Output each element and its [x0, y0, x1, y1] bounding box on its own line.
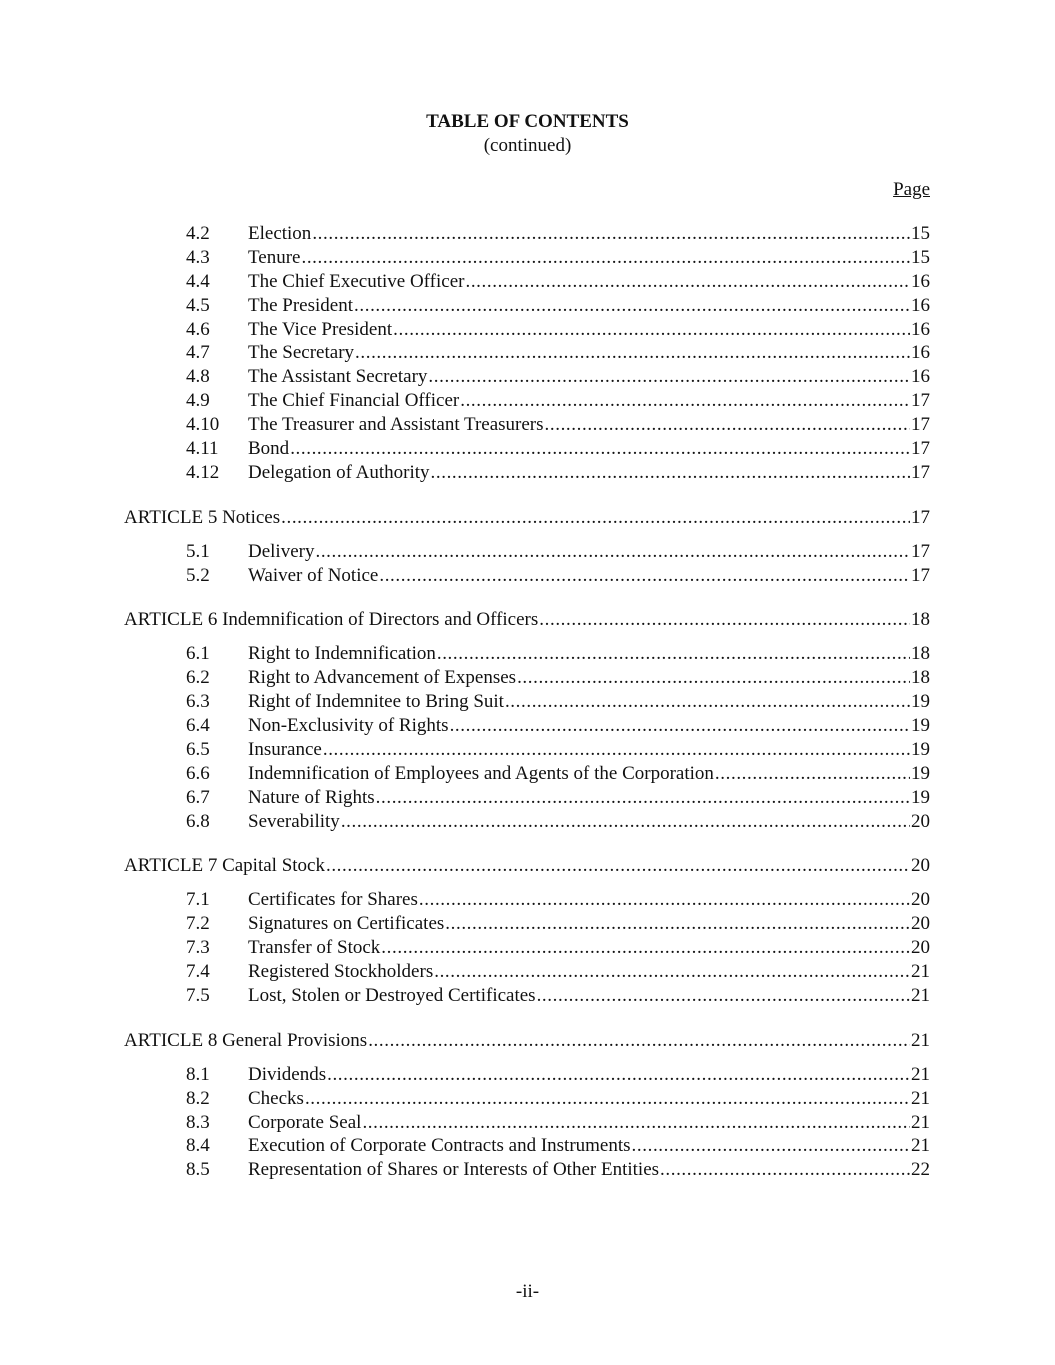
section-number: 6.3: [186, 691, 210, 713]
dot-leader: [465, 270, 910, 294]
section-number: 4.7: [186, 342, 210, 364]
section-number: 4.3: [186, 246, 210, 268]
toc-section-entry[interactable]: [124, 222, 930, 246]
toc-section-entry[interactable]: [124, 294, 930, 318]
toc-section-entry[interactable]: [124, 690, 930, 714]
entry-page-number: 17: [911, 390, 930, 412]
entry-label: The Vice President: [248, 318, 393, 340]
dot-leader: [305, 1087, 910, 1111]
entry-page-number: 18: [911, 667, 930, 689]
entry-page-number: 16: [911, 342, 930, 364]
entry-label: Lost, Stolen or Destroyed Certificates: [248, 984, 536, 1006]
dot-leader: [434, 960, 910, 984]
entry-page-number: 15: [911, 223, 930, 244]
dot-leader: [281, 506, 910, 530]
entry-page-number: 17: [911, 540, 930, 562]
entry-page-number: 19: [911, 786, 930, 808]
dot-leader: [368, 1029, 910, 1053]
dot-leader: [312, 222, 910, 246]
dot-leader: [381, 936, 910, 960]
dot-leader: [445, 912, 910, 936]
section-number: 7.5: [186, 984, 210, 1006]
toc-section-entry[interactable]: [124, 318, 930, 342]
toc-article-entry[interactable]: [124, 854, 930, 878]
entry-page-number: 19: [911, 762, 930, 784]
entry-page-number: 21: [911, 1111, 930, 1133]
toc-section-entry[interactable]: [124, 762, 930, 786]
entry-page-number: 21: [911, 961, 930, 983]
section-number: 6.8: [186, 810, 210, 832]
section-number: 7.2: [186, 913, 210, 935]
dot-leader: [517, 666, 910, 690]
section-number: 6.7: [186, 786, 210, 808]
section-number: 8.4: [186, 1135, 210, 1157]
dot-leader: [327, 1063, 910, 1087]
section-number: 4.12: [186, 461, 220, 483]
entry-label: Nature of Rights: [248, 786, 375, 808]
section-number: 4.5: [186, 294, 210, 316]
section-number: 6.1: [186, 643, 210, 665]
entry-label: Tenure: [248, 246, 301, 268]
toc-section-entry[interactable]: [124, 437, 930, 461]
entry-label: Bond: [248, 438, 290, 460]
dot-leader: [545, 413, 910, 437]
toc-section-entry[interactable]: [124, 912, 930, 936]
entry-page-number: 17: [911, 414, 930, 436]
entry-page-number: 18: [911, 609, 930, 631]
entry-page-number: 21: [911, 1029, 930, 1051]
entry-page-number: 19: [911, 691, 930, 713]
toc-section-entry[interactable]: [124, 738, 930, 762]
dot-leader: [428, 365, 910, 389]
entry-page-number: 21: [911, 1087, 930, 1109]
section-number: 4.8: [186, 366, 210, 388]
dot-leader: [505, 690, 910, 714]
toc-title: TABLE OF CONTENTS: [426, 111, 629, 132]
entry-label: Representation of Shares or Interests of Other Entities: [248, 1159, 660, 1181]
entry-label: ARTICLE 5 Notices: [124, 506, 281, 528]
entry-label: The Secretary: [248, 342, 355, 364]
table-of-contents: [124, 222, 930, 1182]
toc-article-entry[interactable]: [124, 608, 930, 632]
entry-page-number: 20: [911, 937, 930, 959]
dot-leader: [354, 294, 910, 318]
entry-label: Right to Advancement of Expenses: [248, 667, 517, 689]
entry-page-number: 15: [911, 246, 930, 268]
section-number: 6.4: [186, 715, 210, 737]
entry-page-number: 16: [911, 366, 930, 388]
dot-leader: [362, 1111, 910, 1135]
toc-section-entry[interactable]: [124, 1134, 930, 1158]
section-number: 5.2: [186, 564, 210, 586]
entry-page-number: 19: [911, 738, 930, 760]
entry-label: Dividends: [248, 1063, 327, 1085]
dot-leader: [323, 738, 910, 762]
toc-section-entry[interactable]: [124, 642, 930, 666]
entry-page-number: 22: [911, 1159, 930, 1181]
entry-page-number: 20: [911, 810, 930, 832]
section-number: 6.2: [186, 667, 210, 689]
toc-section-entry[interactable]: [124, 888, 930, 912]
dot-leader: [315, 540, 910, 564]
toc-section-entry[interactable]: [124, 984, 930, 1008]
section-number: 4.11: [186, 438, 219, 460]
toc-section-entry[interactable]: [124, 1063, 930, 1087]
dot-leader: [393, 318, 910, 342]
section-number: 4.4: [186, 270, 210, 292]
entry-label: Indemnification of Employees and Agents of the Corporation: [248, 762, 714, 784]
section-number: 5.1: [186, 540, 210, 562]
dot-leader: [301, 246, 910, 270]
toc-section-entry[interactable]: [124, 1158, 930, 1182]
entry-label: The Assistant Secretary: [248, 366, 428, 388]
entry-page-number: 17: [911, 461, 930, 483]
dot-leader: [326, 854, 910, 878]
entry-label: Signatures on Certificates: [248, 913, 445, 935]
dot-leader: [537, 984, 910, 1008]
dot-leader: [290, 437, 910, 461]
toc-article-entry[interactable]: [124, 1029, 930, 1053]
entry-page-number: 20: [911, 855, 930, 877]
entry-page-number: 18: [911, 643, 930, 665]
dot-leader: [460, 389, 910, 413]
entry-page-number: 16: [911, 318, 930, 340]
entry-label: The Chief Executive Officer: [248, 270, 465, 292]
dot-leader: [660, 1158, 910, 1182]
entry-page-number: 21: [911, 984, 930, 1006]
toc-section-entry[interactable]: [124, 960, 930, 984]
toc-section-entry[interactable]: [124, 413, 930, 437]
section-number: 4.10: [186, 414, 220, 436]
section-number: 7.3: [186, 937, 210, 959]
section-number: 8.3: [186, 1111, 210, 1133]
entry-page-number: 17: [911, 506, 930, 528]
toc-subtitle: (continued): [483, 135, 572, 156]
toc-section-entry[interactable]: [124, 714, 930, 738]
entry-label: Delivery: [248, 540, 315, 562]
section-number: 4.9: [186, 390, 210, 412]
section-number: 6.5: [186, 738, 210, 760]
dot-leader: [419, 888, 910, 912]
entry-label: Registered Stockholders: [248, 961, 434, 983]
dot-leader: [450, 714, 910, 738]
entry-page-number: 20: [911, 913, 930, 935]
entry-label: Certificates for Shares: [248, 889, 418, 911]
dot-leader: [715, 762, 910, 786]
toc-section-entry[interactable]: [124, 461, 930, 485]
toc-section-entry[interactable]: [124, 1087, 930, 1111]
section-number: 8.1: [186, 1063, 210, 1085]
entry-label: Election: [248, 223, 312, 244]
entry-label: Waiver of Notice: [248, 564, 379, 586]
toc-section-entry[interactable]: [124, 1111, 930, 1135]
entry-page-number: 16: [911, 270, 930, 292]
toc-section-entry[interactable]: [124, 365, 930, 389]
entry-label: Execution of Corporate Contracts and Instruments: [248, 1135, 631, 1157]
section-number: 7.4: [186, 961, 210, 983]
entry-label: ARTICLE 6 Indemnification of Directors and Officers: [124, 609, 539, 631]
section-number: 4.6: [186, 318, 210, 340]
entry-label: Transfer of Stock: [248, 937, 381, 959]
entry-label: Insurance: [248, 738, 322, 760]
toc-section-entry[interactable]: [124, 270, 930, 294]
toc-section-entry[interactable]: [124, 564, 930, 588]
entry-label: ARTICLE 8 General Provisions: [124, 1029, 368, 1051]
page-column-heading: Page: [893, 179, 930, 200]
toc-article-entry[interactable]: [124, 506, 930, 530]
section-number: 7.1: [186, 889, 210, 911]
section-number: 8.5: [186, 1159, 210, 1181]
toc-section-entry[interactable]: [124, 389, 930, 413]
dot-leader: [632, 1134, 910, 1158]
section-number: 8.2: [186, 1087, 210, 1109]
entry-page-number: 17: [911, 564, 930, 586]
entry-page-number: 19: [911, 715, 930, 737]
entry-label: Non-Exclusivity of Rights: [248, 715, 449, 737]
entry-page-number: 16: [911, 294, 930, 316]
dot-leader: [379, 564, 910, 588]
dot-leader: [431, 461, 910, 485]
entry-label: Right of Indemnitee to Bring Suit: [248, 691, 504, 713]
entry-label: Severability: [248, 810, 340, 832]
entry-page-number: 17: [911, 438, 930, 460]
entry-label: ARTICLE 7 Capital Stock: [124, 855, 325, 877]
toc-section-entry[interactable]: [124, 246, 930, 270]
dot-leader: [437, 642, 910, 666]
entry-page-number: 20: [911, 889, 930, 911]
section-number: 4.2: [186, 223, 210, 244]
dot-leader: [376, 786, 910, 810]
toc-section-entry[interactable]: [124, 936, 930, 960]
dot-leader: [341, 810, 910, 834]
toc-section-entry[interactable]: [124, 341, 930, 365]
entry-label: Checks: [248, 1087, 304, 1109]
page-number: -ii-: [515, 1281, 540, 1302]
entry-label: Corporate Seal: [248, 1111, 362, 1133]
toc-section-entry[interactable]: [124, 540, 930, 564]
dot-leader: [539, 608, 910, 632]
dot-leader: [355, 341, 910, 365]
toc-section-entry[interactable]: [124, 810, 930, 834]
section-number: 6.6: [186, 762, 210, 784]
entry-label: The Treasurer and Assistant Treasurers: [248, 414, 544, 436]
entry-label: The Chief Financial Officer: [248, 390, 460, 412]
entry-label: Delegation of Authority: [248, 461, 430, 483]
toc-section-entry[interactable]: [124, 786, 930, 810]
entry-label: The President: [248, 294, 354, 316]
entry-label: Right to Indemnification: [248, 643, 436, 665]
entry-page-number: 21: [911, 1063, 930, 1085]
toc-section-entry[interactable]: [124, 666, 930, 690]
entry-page-number: 21: [911, 1135, 930, 1157]
